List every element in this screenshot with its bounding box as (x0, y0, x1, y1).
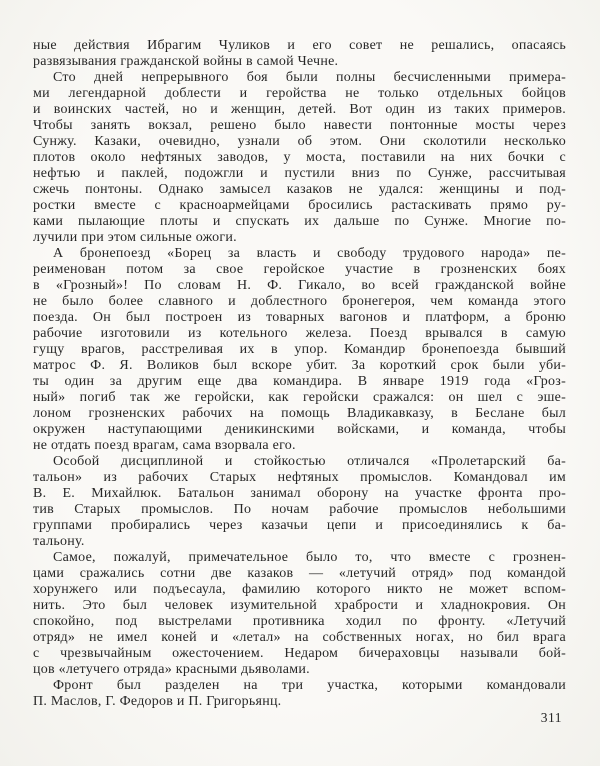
page-number: 311 (540, 710, 562, 725)
text-line: П. Маслов, Г. Федоров и П. Григорьянц. (33, 694, 282, 709)
text-line: ростки вместе с красноармейцами бросились растаскивать прямо ру- (33, 198, 566, 213)
text-line: Самое, пожалуй, примечательное было то, что вместе с грознен- (53, 550, 566, 565)
paragraph (33, 454, 566, 550)
text-line: ми легендарной доблести и геройства не только отдельных бойцов (33, 86, 566, 101)
text-line: гущу врагов, расстреливая их в упор. Командир бронепоезда бывший (33, 342, 566, 357)
text-line: в «Грозный»! По словам Н. Ф. Гикало, во всей гражданской войне (33, 278, 566, 293)
text-line: Особой дисциплиной и стойкостью отличался «Пролетарский ба- (53, 454, 566, 469)
text-line: рабочие изготовили из котельного железа. Поезд врывался в самую (33, 326, 566, 341)
text-line: цов «летучего отряда» красными дьяволами. (33, 662, 310, 677)
text-line: группами пробирались через казачьи цепи и присоединялись к ба- (33, 518, 566, 533)
text-line: ты один за другим еще два командира. В январе 1919 года «Гроз- (33, 374, 566, 389)
text-line: тив Старых промыслов. По ночам рабочие промыслов небольшими (33, 502, 566, 517)
paragraph (33, 38, 566, 70)
text-line: поезда. Он был построен из товарных вагонов и платформ, а броню (33, 310, 566, 325)
text-line: ный» погиб так же геройски, как геройски сражался: он шел с эше- (33, 390, 566, 405)
text-line: и воинских частей, но и женщин, детей. Вот один из таких примеров. (33, 102, 566, 117)
text-line: развязывания гражданской войны в самой Чечне. (33, 54, 339, 69)
text-line: Сто дней непрерывного боя были полны бесчисленными примера- (53, 70, 566, 85)
text-line: хорунжего или подъесаула, фамилию которого никто не может вспом- (33, 582, 566, 597)
paragraph (33, 70, 566, 246)
text-line: ками пылающие плоты и спускать их дальше по Сунже. Многие по- (33, 214, 566, 229)
text-line: матрос Ф. Я. Воликов был вскоре убит. За короткий срок были уби- (33, 358, 566, 373)
text-line: сжечь понтоны. Однако замысел казаков не удался: женщины и под- (33, 182, 566, 197)
text-line: цами сражались сотни две казаков — «летучий отряд» под командой (33, 566, 566, 581)
text-line: лучили при этом сильные ожоги. (33, 230, 237, 245)
text-line: Фронт был разделен на три участка, которыми командовали (53, 678, 566, 693)
text-line: с чрезвычайным ожесточением. Недаром бичераховцы называли бой- (33, 646, 566, 661)
text-line: не отдать поезд врагам, сама взорвала его. (33, 438, 296, 453)
paragraph (33, 678, 566, 710)
text-line: отряд» не имел коней и «летал» на собственных ногах, но бил врага (33, 630, 566, 645)
text-line: реименован потом за свое геройское участие в грозненских боях (33, 262, 566, 277)
text-line: лоном грозненских рабочих на помощь Владикавказу, в Беслане был (33, 406, 566, 421)
text-line: Сунжу. Казаки, очевидно, узнали об этом. Они сколотили несколько (33, 134, 566, 149)
text-line: В. Е. Михайлюк. Батальон занимал оборону на участке фронта про- (33, 486, 566, 501)
text-line: спокойно, под выстрелами противника ходил по фронту. «Летучий (33, 614, 566, 629)
text-line: А бронепоезд «Борец за власть и свободу трудового народа» пе- (53, 246, 566, 261)
text-line: не было более славного и доблестного бронегероя, чем команда этого (33, 294, 566, 309)
text-line: плотов около нефтяных заводов, у моста, поставили на них бочки с (33, 150, 566, 165)
paragraph (33, 550, 566, 678)
text-block (33, 38, 566, 710)
text-line: нефтью и паклей, подожгли и пустили вниз по Сунже, рассчитывая (33, 166, 566, 181)
text-line: ные действия Ибрагим Чуликов и его совет не решались, опасаясь (33, 38, 566, 53)
text-line: тальон» из рабочих Старых нефтяных промыслов. Командовал им (33, 470, 566, 485)
text-line: нить. Это был человек изумительной храбрости и хладнокровия. Он (33, 598, 566, 613)
text-line: тальону. (33, 534, 85, 549)
paragraph (33, 246, 566, 454)
text-line: Чтобы занять вокзал, решено было навести понтонные мосты через (33, 118, 566, 133)
text-line: окружен наступающими деникинскими войсками, и команда, чтобы (33, 422, 566, 437)
